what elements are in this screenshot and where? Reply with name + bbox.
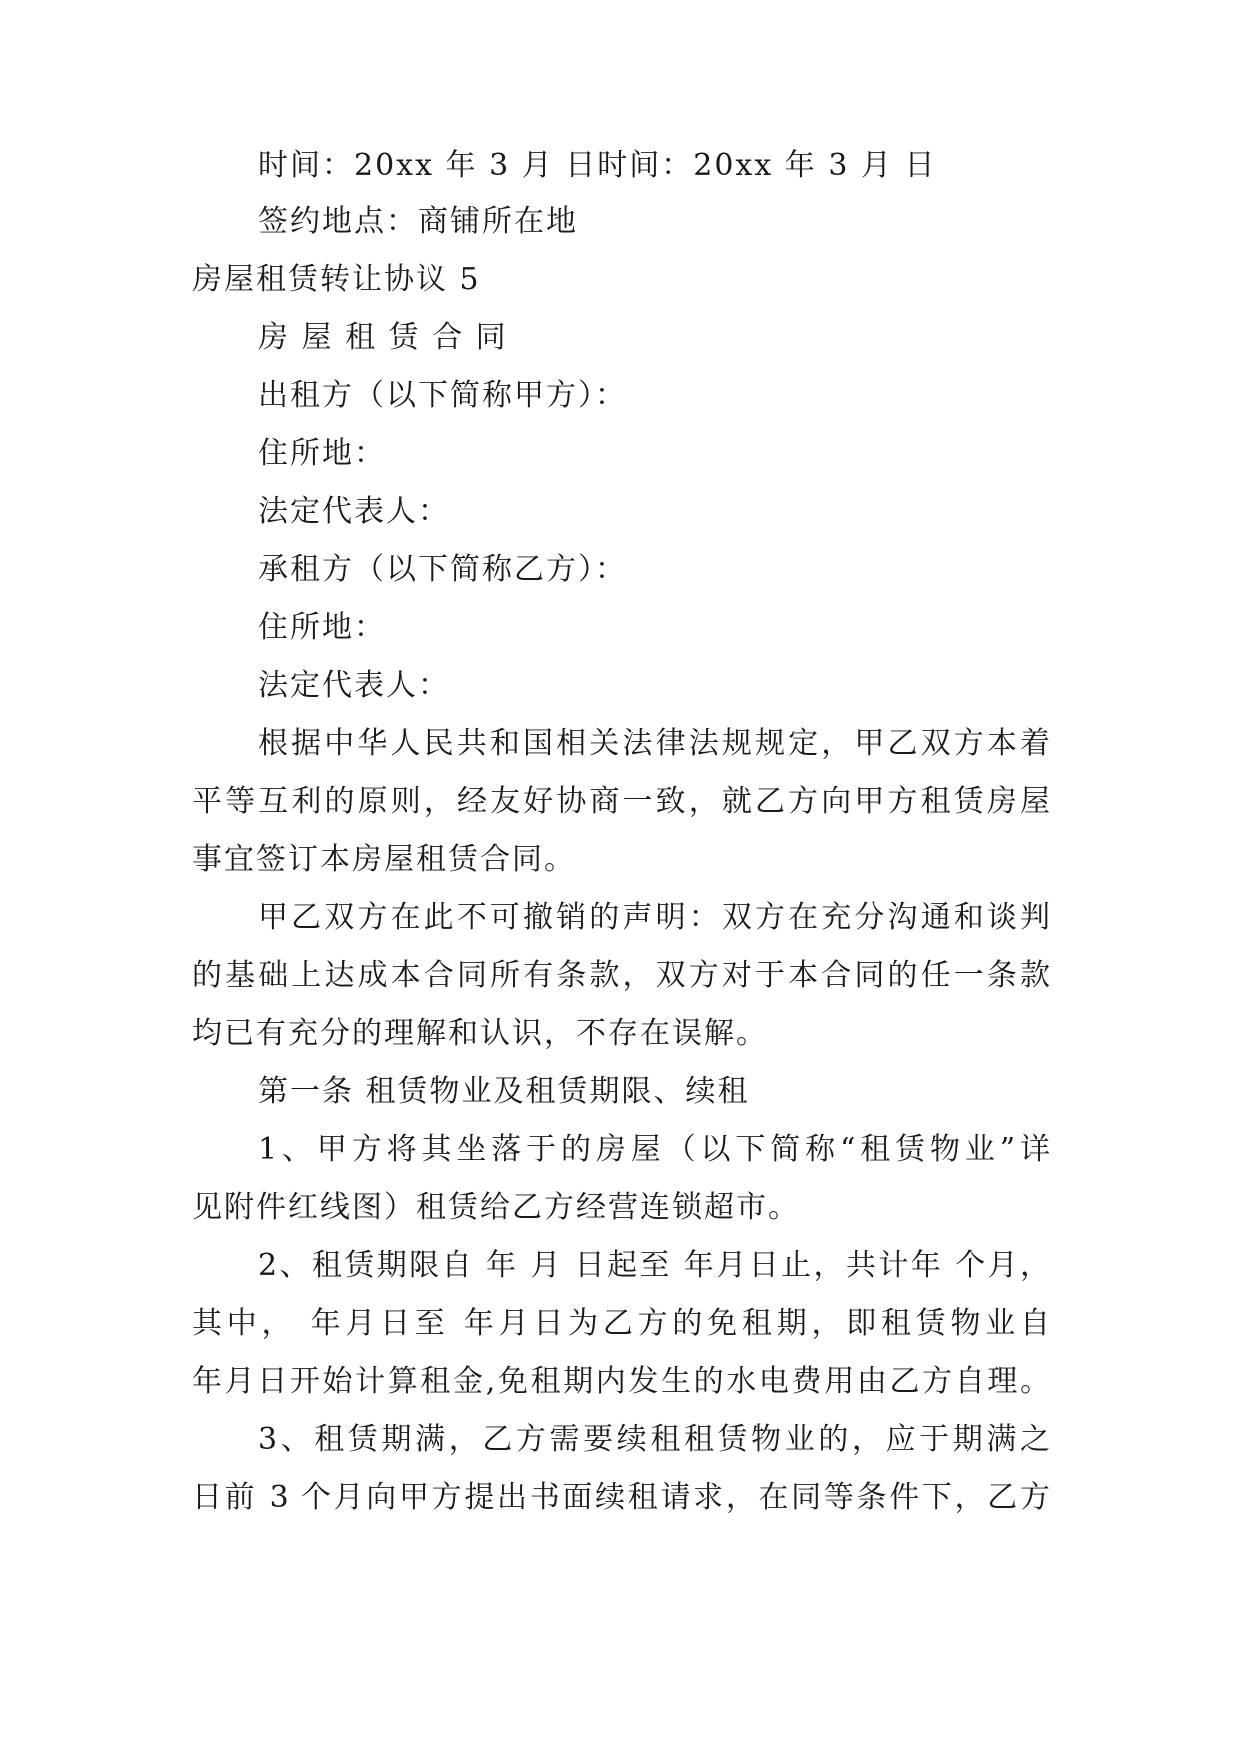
lessor-representative-label: 法定代表人： xyxy=(258,494,450,529)
agreement-title: 房屋租赁转让协议 5 xyxy=(192,262,481,297)
clause-2-line: 2、租赁期限自 年 月 日起至 年月日止，共计年 个月， xyxy=(258,1248,1050,1283)
declaration-line: 均已有充分的理解和认识，不存在误解。 xyxy=(192,1016,768,1051)
lessor-address-label: 住所地： xyxy=(258,436,386,471)
signing-place-line: 签约地点：商铺所在地 xyxy=(258,204,578,239)
clause-2-line: 其中， 年月日至 年月日为乙方的免租期，即租赁物业自 xyxy=(192,1306,1050,1341)
contract-heading: 房 屋 租 赁 合 同 xyxy=(258,320,508,355)
lessee-label: 承租方（以下简称乙方）： xyxy=(258,552,627,587)
clause-1-line: 1、甲方将其坐落于的房屋（以下简称“租赁物业”详 xyxy=(258,1132,1050,1167)
clause-3-line: 日前 3 个月向甲方提出书面续租请求，在同等条件下，乙方 xyxy=(192,1480,1050,1515)
declaration-line: 的基础上达成本合同所有条款，双方对于本合同的任一条款 xyxy=(192,958,1050,993)
preamble-line: 平等互利的原则，经友好协商一致，就乙方向甲方租赁房屋 xyxy=(192,784,1050,819)
preamble-line: 根据中华人民共和国相关法律法规规定，甲乙双方本着 xyxy=(258,726,1050,761)
signing-time-line: 时间：20xx 年 3 月 日时间：20xx 年 3 月 日 xyxy=(258,148,937,183)
declaration-line: 甲乙双方在此不可撤销的声明：双方在充分沟通和谈判 xyxy=(258,900,1050,935)
clause-3-line: 3、租赁期满，乙方需要续租租赁物业的，应于期满之 xyxy=(258,1422,1050,1457)
lessee-address-label: 住所地： xyxy=(258,610,386,645)
lessor-label: 出租方（以下简称甲方）： xyxy=(258,378,627,413)
clause-1-line: 见附件红线图）租赁给乙方经营连锁超市。 xyxy=(192,1190,800,1225)
clause-2-line: 年月日开始计算租金,免租期内发生的水电费用由乙方自理。 xyxy=(192,1364,1050,1399)
article-one-heading: 第一条 租赁物业及租赁期限、续租 xyxy=(258,1074,750,1109)
preamble-line: 事宜签订本房屋租赁合同。 xyxy=(192,842,576,877)
lessee-representative-label: 法定代表人： xyxy=(258,668,450,703)
